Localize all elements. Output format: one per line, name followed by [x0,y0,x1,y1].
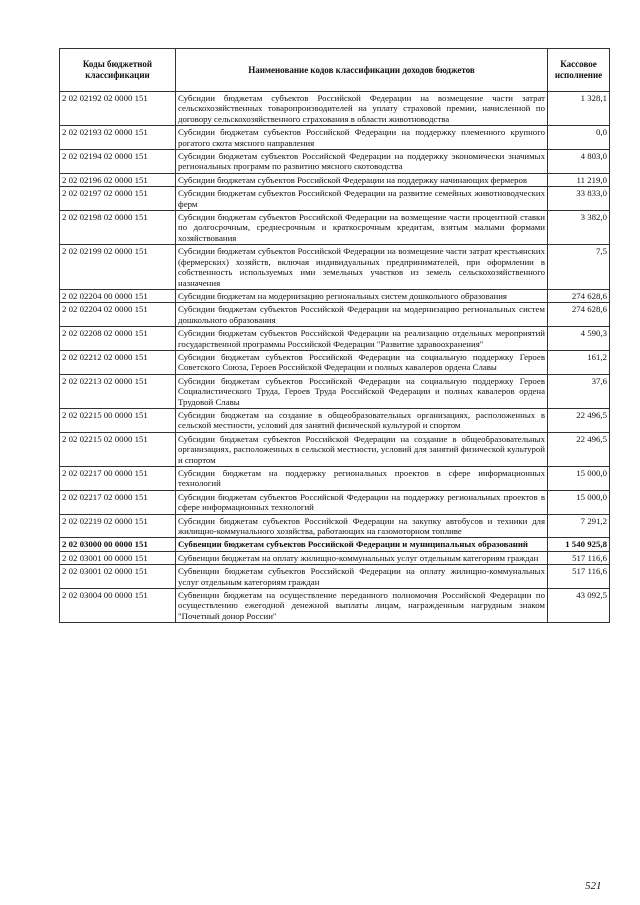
table-row [60,432,610,466]
table-body [60,92,610,623]
table-row [60,245,610,290]
table-row [60,173,610,186]
table-row [60,187,610,211]
name-cell: Субсидии бюджетам субъектов Российской Федерации на закупку автобусов и техники для жилищно-коммунального хозяйства, работающих на газомоторном топливе [176,514,548,538]
code-cell: 2 02 02215 02 0000 151 [60,432,176,466]
amount-cell: 7,5 [548,245,610,290]
amount-cell: 274 628,6 [548,303,610,327]
name-cell: Субсидии бюджетам субъектов Российской Федерации на социальную поддержку Героев Советского Союза, Героев Российской Федерации и полных кавалеров ордена Славы [176,350,548,374]
header-amount: Кассовое исполнение [548,49,610,92]
amount-cell: 4 590,3 [548,327,610,351]
table-row [60,551,610,564]
name-cell: Субсидии бюджетам субъектов Российской Федерации на создание в общеобразовательных организациях, расположенных в сельской местности, условий для занятий физической культурой и спортом [176,432,548,466]
amount-cell: 3 382,0 [548,211,610,245]
code-cell: 2 02 02194 02 0000 151 [60,150,176,174]
name-cell: Субсидии бюджетам субъектов Российской Федерации на возмещение части процентной ставки по долгосрочным, среднесрочным и краткосрочным кредитам, взятым малыми формами хозяйствования [176,211,548,245]
name-cell: Субсидии бюджетам субъектов Российской Федерации на модернизацию региональных систем дошкольного образования [176,303,548,327]
header-name: Наименование кодов классификации доходов бюджетов [176,49,548,92]
table-row [60,490,610,514]
code-cell: 2 02 02217 02 0000 151 [60,490,176,514]
amount-cell: 1 540 925,8 [548,538,610,551]
table-row [60,211,610,245]
table-row [60,565,610,589]
table-row [60,92,610,126]
table-row [60,467,610,491]
amount-cell: 22 496,5 [548,408,610,432]
name-cell: Субвенции бюджетам субъектов Российской Федерации и муниципальных образований [176,538,548,551]
code-cell: 2 02 02217 00 0000 151 [60,467,176,491]
table-row [60,538,610,551]
table-row [60,350,610,374]
amount-cell: 517 116,6 [548,565,610,589]
code-cell: 2 02 02219 02 0000 151 [60,514,176,538]
table-row [60,303,610,327]
code-cell: 2 02 02196 02 0000 151 [60,173,176,186]
amount-cell: 22 496,5 [548,432,610,466]
amount-cell: 4 803,0 [548,150,610,174]
table-row [60,374,610,408]
table-header-row [60,49,610,92]
code-cell: 2 02 02192 02 0000 151 [60,92,176,126]
amount-cell: 161,2 [548,350,610,374]
code-cell: 2 02 02204 02 0000 151 [60,303,176,327]
name-cell: Субвенции бюджетам на осуществление переданного полномочия Российской Федерации по осуществлению ежегодной денежной выплаты лицам, награжденным нагрудным знаком "Почетный донор России" [176,589,548,623]
name-cell: Субсидии бюджетам на создание в общеобразовательных организациях, расположенных в сельской местности, условий для занятий физической культурой и спортом [176,408,548,432]
name-cell: Субсидии бюджетам субъектов Российской Федерации на поддержку региональных проектов в сфере информационных технологий [176,490,548,514]
name-cell: Субсидии бюджетам субъектов Российской Федерации на развитие семейных животноводческих ферм [176,187,548,211]
table-row [60,408,610,432]
amount-cell: 1 328,1 [548,92,610,126]
name-cell: Субвенции бюджетам субъектов Российской Федерации на оплату жилищно-коммунальных услуг отдельным категориям граждан [176,565,548,589]
budget-revenue-table [59,48,610,623]
name-cell: Субсидии бюджетам субъектов Российской Федерации на поддержку экономически значимых региональных программ по развитию мясного скотоводства [176,150,548,174]
page-number: 521 [585,880,602,892]
code-cell: 2 02 02204 00 0000 151 [60,289,176,302]
name-cell: Субсидии бюджетам на модернизацию региональных систем дошкольного образования [176,289,548,302]
code-cell: 2 02 02197 02 0000 151 [60,187,176,211]
code-cell: 2 02 02199 02 0000 151 [60,245,176,290]
amount-cell: 37,6 [548,374,610,408]
name-cell: Субсидии бюджетам субъектов Российской Федерации на поддержку племенного крупного рогатого скота мясного направления [176,126,548,150]
amount-cell: 274 628,6 [548,289,610,302]
amount-cell: 43 092,5 [548,589,610,623]
header-code: Коды бюджетной классификации [60,49,176,92]
code-cell: 2 02 03004 00 0000 151 [60,589,176,623]
name-cell: Субсидии бюджетам субъектов Российской Федерации на возмещение части затрат крестьянских (фермерских) хозяйств, включая индивидуальных предпринимателей, при оформлении в собственность используемых ими земельных участков из земель сельскохозяйственного назначения [176,245,548,290]
table-row [60,150,610,174]
code-cell: 2 02 02215 00 0000 151 [60,408,176,432]
code-cell: 2 02 02208 02 0000 151 [60,327,176,351]
code-cell: 2 02 02193 02 0000 151 [60,126,176,150]
amount-cell: 7 291,2 [548,514,610,538]
amount-cell: 15 000,0 [548,467,610,491]
amount-cell: 15 000,0 [548,490,610,514]
code-cell: 2 02 02212 02 0000 151 [60,350,176,374]
code-cell: 2 02 02198 02 0000 151 [60,211,176,245]
name-cell: Субсидии бюджетам на поддержку региональных проектов в сфере информационных технологий [176,467,548,491]
name-cell: Субсидии бюджетам субъектов Российской Федерации на социальную поддержку Героев Социалистического Труда, Героев Труда Российской Федерации и полных кавалеров ордена Трудовой Славы [176,374,548,408]
name-cell: Субсидии бюджетам субъектов Российской Федерации на реализацию отдельных мероприятий государственной программы Российской Федерации "Развитие здравоохранения" [176,327,548,351]
amount-cell: 0,0 [548,126,610,150]
name-cell: Субсидии бюджетам субъектов Российской Федерации на возмещение части затрат сельскохозяйственных товаропроизводителей на уплату страховой премии, начисленной по договору сельскохозяйственного страхования в области животноводства [176,92,548,126]
name-cell: Субвенции бюджетам на оплату жилищно-коммунальных услуг отдельным категориям граждан [176,551,548,564]
code-cell: 2 02 02213 02 0000 151 [60,374,176,408]
amount-cell: 11 219,0 [548,173,610,186]
table-row [60,289,610,302]
table-row [60,327,610,351]
code-cell: 2 02 03001 02 0000 151 [60,565,176,589]
amount-cell: 517 116,6 [548,551,610,564]
name-cell: Субсидии бюджетам субъектов Российской Федерации на поддержку начинающих фермеров [176,173,548,186]
table-row [60,126,610,150]
code-cell: 2 02 03000 00 0000 151 [60,538,176,551]
table-row [60,514,610,538]
table-row [60,589,610,623]
amount-cell: 33 833,0 [548,187,610,211]
code-cell: 2 02 03001 00 0000 151 [60,551,176,564]
